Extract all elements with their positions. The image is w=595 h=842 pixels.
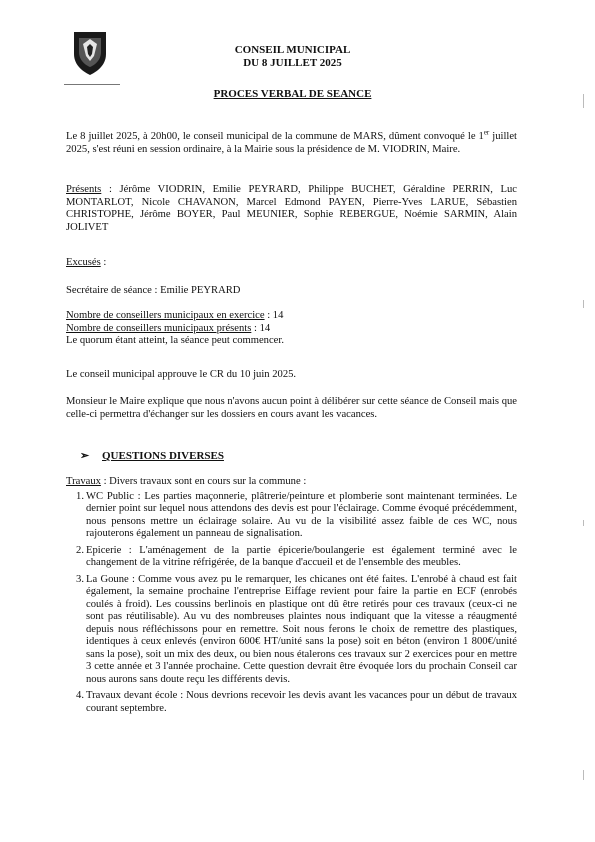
list-item xyxy=(66,574,517,687)
works-list xyxy=(66,476,517,719)
intro-superscript: er xyxy=(483,128,490,137)
excuses-line xyxy=(66,257,517,270)
list-item-number: 4. xyxy=(76,690,84,701)
intro-text-end: juillet 2025, s'est réuni en session ordinaire, à la Mairie sous la présidence de M. VIODRIN, Maire. xyxy=(66,131,517,155)
town-crest-icon xyxy=(72,30,108,76)
list-item xyxy=(66,545,517,570)
council-title: CONSEIL MUNICIPAL xyxy=(234,44,351,56)
intro-paragraph xyxy=(66,128,517,156)
list-item-number: 1. xyxy=(76,490,84,502)
secretary-line: Secrétaire de séance : Emilie PEYRARD xyxy=(66,285,241,296)
excuses-label: Excusés xyxy=(66,257,101,268)
document-subtitle: PROCES VERBAL DE SEANCE xyxy=(213,88,372,100)
presents-list: : Jérôme VIODRIN, Emilie PEYRARD, Philippe BUCHET, Géraldine PERRIN, Luc MONTARLOT, Nicole CHAVANON, Marcel Edmond PAYEN, Pierre-Yves LARUE, Sébastien CHRISTOPHE, Jérôme BOYER, Paul MEUNIER, Sophie REBERGUE, Noémie SARMIN, Alain JOLIVET xyxy=(66,184,517,233)
works-intro-text: : Divers travaux sont en cours sur la commune : xyxy=(100,476,307,487)
list-item xyxy=(66,491,517,541)
members-present-label: Nombre de conseillers municipaux présents xyxy=(66,322,252,334)
list-item-number: 2. xyxy=(76,544,84,556)
presents-paragraph xyxy=(66,184,517,234)
list-item xyxy=(66,690,517,715)
list-item-text: Epicerie : L'aménagement de la partie épicerie/boulangerie est également terminé avec le changement de la vitrine réfrigérée, de la banque d'accueil et de l'ensemble des meubles. xyxy=(86,544,517,568)
excuses-text: : xyxy=(100,257,107,268)
section-heading xyxy=(80,450,224,463)
margin-mark xyxy=(583,300,588,308)
list-item-number: 3. xyxy=(76,573,84,585)
presents-label: Présents xyxy=(66,184,102,195)
works-label: Travaux xyxy=(66,476,101,487)
list-item-text: Travaux devant école : Nous devrions recevoir les devis avant les vacances pour un début de travaux courant septembre. xyxy=(86,690,517,714)
margin-mark xyxy=(583,94,588,108)
meeting-date: DU 8 JUILLET 2025 xyxy=(243,57,342,69)
margin-mark xyxy=(583,520,588,526)
list-item-text: La Goune : Comme vous avez pu le remarquer, les chicanes ont été faites. L'enrobé à chaud est fait également, la semaine prochaine l'entreprise Eiffage revient pour faire la partie en ECF (enrobés coulés à froid). Les coussins berlinois en plastique ont dû être retirés pour ces travaux (ceux-ci ne sont pas réutilisable). Au vu des nombreuses plaintes nous indiquant que la vitesse a réaugmenté depuis nous réfléchissons pour en remettre. Soit nous ferons le choix de remettre des plastiques, identiques à ceux enlevés (environ 600€ HT/unité sans la pose) soit en béton (environ 1 800€/unité sans la pose), soit un mix des deux, ou bien nous étalerons ces travaux sur 2 exercices pour en mettre 3 cette année et 3 l'année prochaine. Cette question devrait être évoquée lors du prochain Conseil car nous aurons sans doute reçu les différents devis. xyxy=(86,573,517,685)
list-item-text: WC Public : Les parties maçonnerie, plâtrerie/peinture et plomberie sont maintenant terminées. Le dernier point sur lequel nous attendons des devis est pour l'éclairage. Comme évoqué précédemment, nous pensons mettre un éclairage solaire. Au vu de la visibilité assez faible de ces WC, nous rajouterons également un panneau de signalisation. xyxy=(86,490,517,539)
approval-line: Le conseil municipal approuve le CR du 10 juin 2025. xyxy=(66,369,297,380)
quorum-block xyxy=(66,310,517,348)
quorum-statement: Le quorum étant atteint, la séance peut commencer. xyxy=(66,335,284,346)
members-in-office-value: : 14 xyxy=(264,310,284,321)
members-present-value: : 14 xyxy=(251,322,271,334)
mayor-paragraph: Monsieur le Maire explique que nous n'avons aucun point à délibérer sur cette séance de Conseil mais que celle-ci permettra d'échanger sur les dossiers en cours avant les vacances. xyxy=(66,396,517,420)
margin-mark xyxy=(583,770,588,780)
section-title: QUESTIONS DIVERSES xyxy=(102,450,224,462)
intro-text-start: Le 8 juillet 2025, à 20h00, le conseil municipal de la commune de MARS, dûment convoqué le 1 xyxy=(66,131,484,142)
works-intro xyxy=(66,476,517,489)
arrow-bullet-icon: ➢ xyxy=(80,450,90,462)
members-in-office-label: Nombre de conseillers municipaux en exercice xyxy=(66,310,265,321)
crest-caption-line xyxy=(64,84,120,85)
